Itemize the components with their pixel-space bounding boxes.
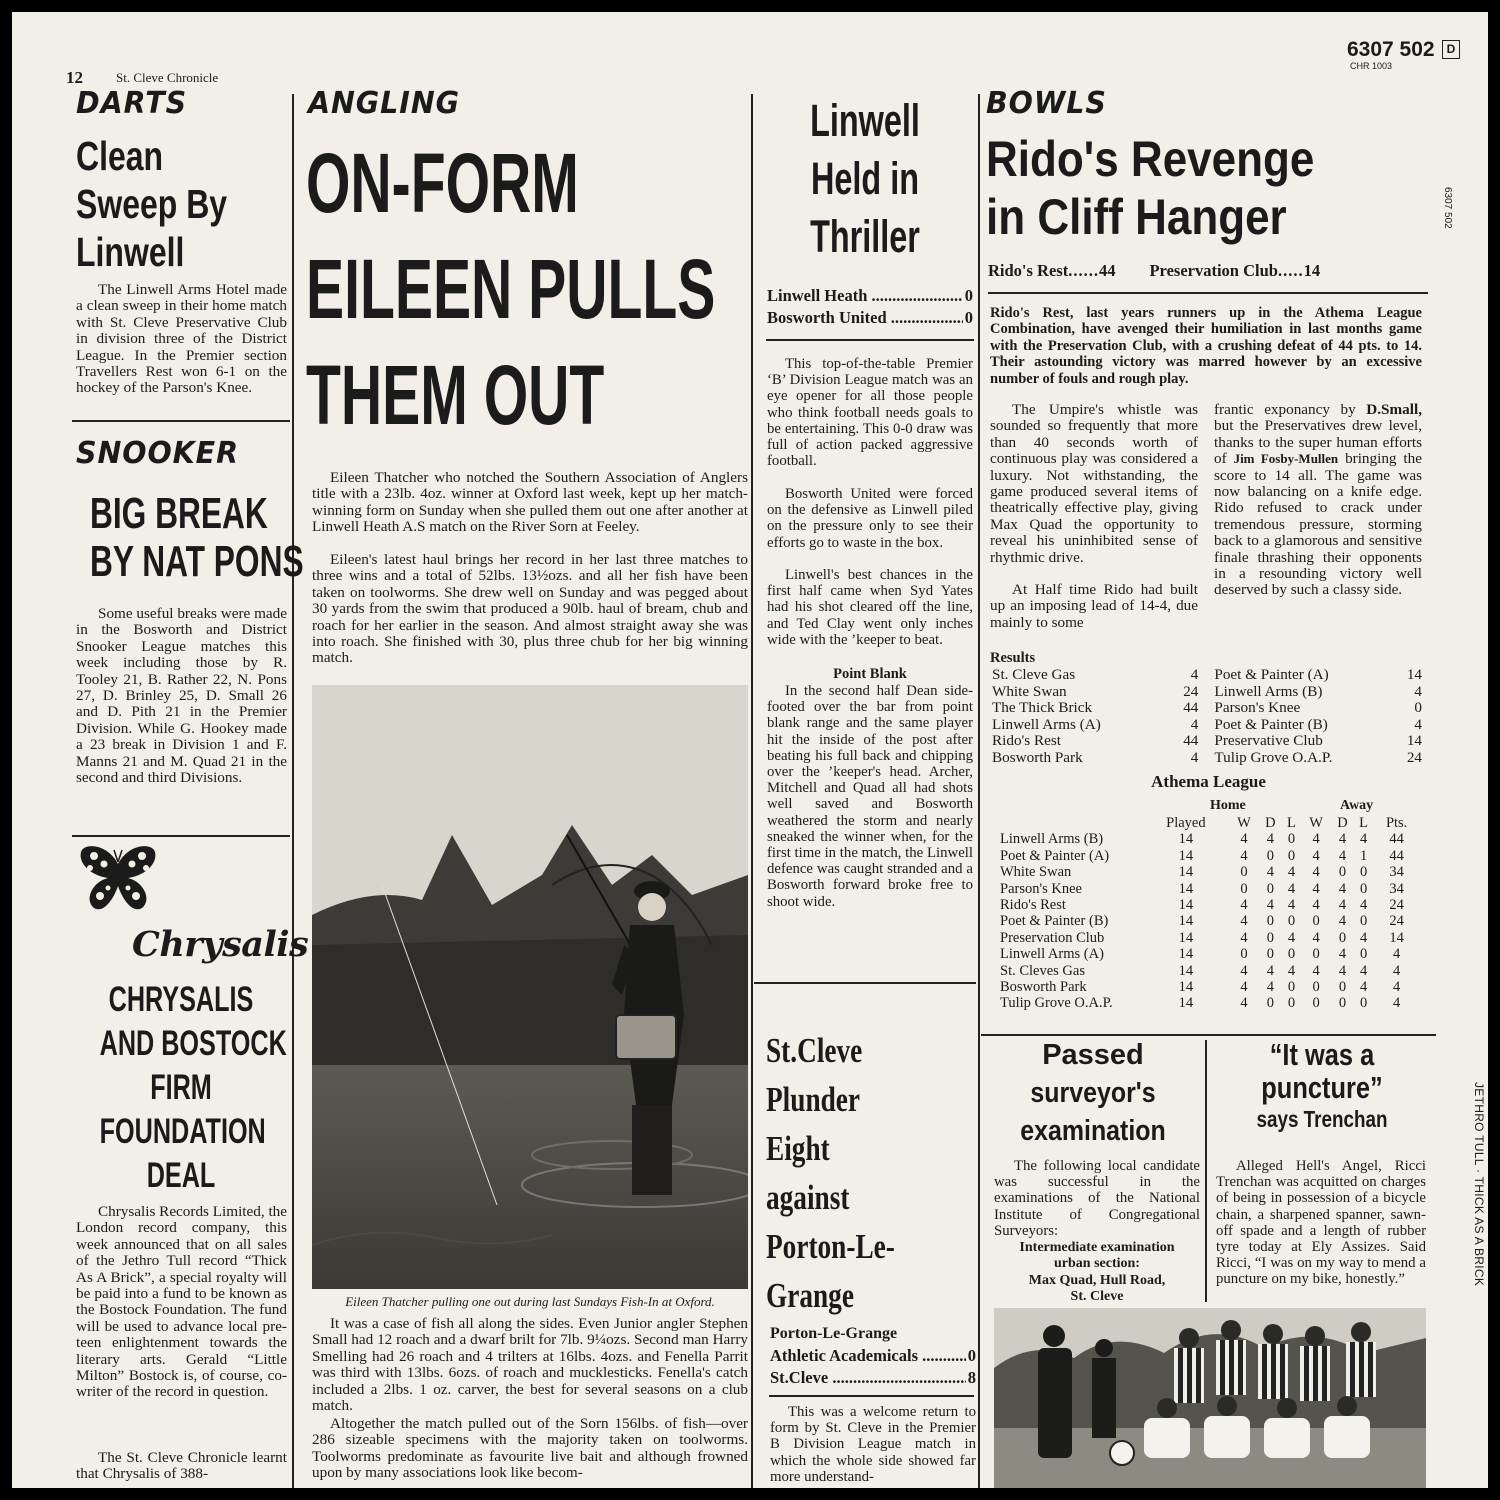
league-cell: 0 (1266, 946, 1274, 963)
league-cell: 0 (1312, 995, 1320, 1012)
league-team-name: Tulip Grove O.A.P. (1000, 995, 1113, 1012)
photo-caption: Eileen Thatcher pulling one out during last Sundays Fish-In at Oxford. (345, 1294, 715, 1309)
chrysalis-headline-line: FOUNDATION (99, 1112, 266, 1151)
puncture-subline: says Trenchan (1256, 1106, 1388, 1132)
score-team: Athletic Academicals ..... (770, 1345, 966, 1367)
results-row (992, 717, 1422, 734)
side-catalog-number: 6307 502 (1442, 187, 1453, 229)
score-team: Linwell Heath ..... (767, 285, 963, 307)
results-row (992, 733, 1422, 750)
bowls-away-team: Preservation Club (1149, 261, 1278, 280)
score-value: 0 (967, 1346, 976, 1365)
league-cell: 4 (1359, 831, 1368, 848)
league-row (1000, 946, 1420, 962)
score-row (767, 285, 973, 307)
results-row (992, 700, 1422, 717)
league-cell: 44 (1389, 847, 1404, 864)
angling-headline-line: THEM OUT (306, 348, 605, 442)
stcleve-headline-line: Grange (766, 1276, 854, 1315)
league-cell: 0 (1287, 831, 1296, 848)
league-cell: 0 (1338, 864, 1347, 881)
league-cell: 0 (1359, 880, 1368, 897)
league-cell: 0 (1359, 864, 1368, 881)
league-column-header: Played (1166, 815, 1206, 831)
league-cell: 14 (1178, 913, 1194, 930)
league-team-name: Preservation Club (1000, 929, 1105, 946)
linwell-para2: Bosworth United were forced on the defensive as Linwell piled on the pressure only to see their efforts go to waste in the box. (767, 486, 973, 551)
angling-para4: Altogether the match pulled out of the Sorn 156lbs. of fish—over 286 sizeable specimens with the majority taken on toolworms. Toolworms predominate as favourite live bait and although frowned upon by many associations look like becom- (312, 1415, 748, 1482)
surveyor-result-line: urban section: (1054, 1256, 1140, 1272)
section-bowls: BOWLS (986, 86, 1107, 121)
results-home-team: Bosworth Park (992, 748, 1083, 766)
league-row (1000, 848, 1420, 864)
catalog-suffix-box: D (1442, 40, 1460, 59)
stcleve-headline-line: against (766, 1178, 850, 1217)
score-value: 0 (964, 308, 973, 327)
results-home-score: 44 (1183, 732, 1199, 749)
league-column-header: L (1287, 815, 1296, 831)
league-cell: 4 (1240, 897, 1248, 914)
league-cell: 0 (1359, 995, 1368, 1012)
stcleve-scoreboard (770, 1345, 976, 1389)
league-cell: 34 (1389, 880, 1404, 897)
results-home-team: White Swan (992, 682, 1067, 700)
league-cell: 0 (1359, 913, 1368, 930)
surveyor-headline-line: Passed (1042, 1039, 1144, 1071)
league-cell: 4 (1312, 831, 1320, 848)
league-cell: 0 (1266, 880, 1274, 897)
league-cell: 4 (1393, 979, 1401, 996)
score-rule (769, 1395, 974, 1397)
results-table (992, 667, 1422, 766)
bowls-col2-text: bringing the score to 14 all. The game was now balancing on a knife edge. Rido refused to crack under tremendous pressure, storming back to a glamorous and sensitive finale thrashing their opponents in a resounding victory well deserved by such a classy side. (1214, 450, 1422, 599)
results-away-score: 14 (1406, 732, 1422, 749)
league-team-name: Poet & Painter (A) (1000, 847, 1110, 864)
results-away-team: Tulip Grove O.A.P. (1214, 748, 1333, 766)
league-row (1000, 881, 1420, 897)
puncture-headline (1208, 1038, 1436, 1134)
snooker-headline-line: BIG BREAK (90, 489, 268, 538)
league-cell: 4 (1312, 962, 1320, 979)
puncture-body: Alleged Hell's Angel, Ricci Trenchan was acquitted on charges of being in possession of a bicycle chain, a sharpened spanner, sawn-off spade and a length of rubber tyre today at Ely Assizes. Said Ricci, “I was on my way to mend a puncture on my bike, honestly.” (1216, 1158, 1426, 1288)
angling-para1: Eileen Thatcher who notched the Southern Association of Anglers title with a 23lb. 4oz. winner at Oxford last week, kept up her match-winning form on Sunday when she pulled them out one after another at Linwell Heath A.S match on the River Sorn at Feeley. (312, 469, 748, 536)
results-away-team: Parson's Knee (1214, 699, 1301, 716)
darts-body: The Linwell Arms Hotel made a clean sweep in their home match with St. Cleve Preservative Club in division three of the District League. In the Premier section Travellers Rest won 6-1 on the hockey of the Parson's Knee. (76, 281, 287, 397)
league-team-name: St. Cleves Gas (1000, 962, 1085, 979)
chrysalis-headline (68, 978, 294, 1198)
league-cell: 0 (1266, 995, 1274, 1012)
angling-para2: Eileen's latest haul brings her record in her last three matches to three wins and a total of 52lbs. 13½ozs. and all her fish have been taken on toolworms. She drew well on Sunday and was pegged about 30 yards from the swim that produced a 90lb. haul of bream, chub and roach for her earlier in the season. And almost straight away she was into roach. She finished with 30, plus three chub for her big winning match. (312, 551, 748, 667)
league-cell: 14 (1178, 962, 1194, 979)
league-away-label: Away (1340, 798, 1374, 813)
league-cell: 4 (1338, 897, 1347, 914)
league-cell: 14 (1178, 897, 1194, 914)
league-column-header: D (1265, 815, 1276, 831)
angler-photo-illustration (312, 685, 748, 1289)
page-number: 12 (66, 68, 83, 87)
league-cell: 4 (1240, 913, 1248, 930)
league-cell: 4 (1266, 962, 1274, 979)
league-cell: 4 (1287, 962, 1296, 979)
bowls-col2-name: Jim Fosby-Mullen (1233, 451, 1339, 467)
results-home-score: 44 (1183, 699, 1199, 716)
surveyor-body: The following local candidate was successful in the examinations of the National Institute of Congregational Surveyors: (994, 1158, 1200, 1239)
league-cell: 0 (1266, 847, 1274, 864)
league-row (1000, 913, 1420, 929)
league-team-name: Poet & Painter (B) (1000, 913, 1109, 930)
score-rule (988, 292, 1428, 294)
column-rule (978, 94, 980, 1488)
league-cell: 0 (1338, 929, 1347, 946)
league-cell: 4 (1266, 979, 1274, 996)
surveyor-result-line: Intermediate examination (1019, 1240, 1175, 1255)
league-row (1000, 930, 1420, 946)
league-cell: 1 (1359, 847, 1368, 864)
league-cell: 4 (1240, 995, 1248, 1012)
league-cell: 4 (1393, 946, 1401, 963)
bowls-headline (986, 130, 1359, 246)
stcleve-headline (766, 1026, 931, 1320)
league-cell: 4 (1240, 847, 1248, 864)
league-cell: 0 (1338, 979, 1347, 996)
league-cell: 4 (1240, 962, 1248, 979)
bowls-away-score: 14 (1303, 261, 1321, 280)
league-cell: 14 (1178, 929, 1194, 946)
bowls-col1b: At Half time Rido had built up an imposing lead of 14-4, due mainly to some (990, 581, 1198, 631)
league-cell: 4 (1338, 962, 1347, 979)
chrysalis-headline-line: CHRYSALIS (108, 980, 254, 1019)
bowls-home-team: Rido's Rest (988, 261, 1069, 280)
league-cell: 4 (1359, 897, 1368, 914)
league-cell: 0 (1287, 946, 1296, 963)
league-home-label: Home (1210, 798, 1246, 813)
league-cell: 4 (1338, 880, 1347, 897)
surveyor-result-line: St. Cleve (1070, 1289, 1124, 1305)
angling-headline-line: EILEEN PULLS (306, 242, 716, 336)
league-cell: 4 (1287, 864, 1296, 881)
league-cell: 0 (1287, 979, 1296, 996)
league-team-name: Rido's Rest (1000, 897, 1066, 914)
league-cell: 4 (1240, 979, 1248, 996)
league-cell: 4 (1312, 880, 1320, 897)
league-cell: 0 (1287, 995, 1296, 1012)
results-away-score: 0 (1414, 699, 1422, 716)
league-team-name: White Swan (1000, 864, 1072, 881)
league-cell: 4 (1287, 929, 1296, 946)
league-cell: 4 (1240, 831, 1248, 848)
league-cell: 4 (1240, 929, 1248, 946)
results-row (992, 684, 1422, 701)
stcleve-headline-line: Plunder (766, 1080, 861, 1119)
linwell-headline-line: Thriller (810, 211, 920, 262)
bowls-col2-text: frantic exponancy by (1214, 401, 1356, 418)
league-cell: 4 (1312, 864, 1320, 881)
section-darts: DARTS (76, 86, 188, 121)
results-away-team: Preservative Club (1214, 732, 1323, 749)
league-cell: 44 (1389, 831, 1404, 848)
score-rule (766, 339, 974, 341)
score-value: 8 (967, 1368, 976, 1387)
league-header-blank (1000, 815, 1143, 831)
league-cell: 0 (1312, 946, 1320, 963)
linwell-para4: In the second half Dean side-footed over the bar from point blank range and the same player hit the inside of the post after beating his full back and chipping over the ’keeper's head. Archer, Mitchell and Quad all had shots well saved and Bosworth weathered the storm and nearly sneaked the winner when, for the first time in the match, the Linwell defence was caught stranded and a Bosworth forward broke free to shoot wide. (767, 683, 973, 910)
darts-headline (76, 132, 270, 276)
league-row (1000, 963, 1420, 979)
league-cell: 4 (1312, 897, 1320, 914)
league-cell: 4 (1393, 962, 1401, 979)
chrysalis-body-continued: The St. Cleve Chronicle learnt that Chrysalis of 388- (76, 1449, 287, 1483)
league-cell: 0 (1287, 913, 1296, 930)
catalog-code: CHR 1003 (1350, 61, 1393, 71)
league-row (1000, 897, 1420, 913)
darts-headline-line: Sweep By (76, 181, 228, 227)
league-cell: 24 (1389, 913, 1404, 930)
stcleve-headline-line: Eight (766, 1129, 830, 1168)
league-cell: 14 (1178, 946, 1194, 963)
league-cell: 0 (1240, 946, 1248, 963)
league-header-row (1000, 815, 1420, 831)
section-angling: ANGLING (308, 86, 460, 121)
bowls-col2-text: but the Preservatives drew level, thanks to the super human efforts of (1214, 417, 1422, 468)
results-away-team: Poet & Painter (A) (1214, 666, 1329, 683)
league-cell: 4 (1287, 897, 1296, 914)
angling-para3: It was a case of fish all along the sides. Even Junior angler Stephen Small had 12 roach and a dwarf brilt for 7lb. 9¼ozs. Second man Harry Smelling had 26 roach and 4 trilters at 16lbs. 4ozs. and Fenella Parrit was third with 13lbs. 6ozs. of roach and mucklesticks. Fenella's catch included a 2lbs. 1 oz. carver, the best for several seasons on a club match. (312, 1315, 748, 1415)
league-cell: 14 (1178, 864, 1194, 881)
bowls-col2-name: D.Small, (1366, 401, 1422, 418)
league-table (1000, 815, 1420, 1012)
surveyor-result-line: Max Quad, Hull Road, (1028, 1272, 1166, 1288)
league-cell: 14 (1178, 979, 1194, 996)
angling-headline-line: ON-FORM (306, 136, 579, 230)
results-home-team: Linwell Arms (A) (992, 715, 1101, 733)
bowls-score-line: Rido's Rest ...... 44 Preservation Club ..... 14 (988, 261, 1321, 280)
league-team-name: Linwell Arms (A) (1000, 946, 1104, 963)
results-home-team: The Thick Brick (992, 699, 1093, 716)
chrysalis-headline-line: FIRM (150, 1068, 212, 1107)
results-title: Results (990, 650, 1036, 666)
section-rule (72, 420, 290, 422)
league-cell: 4 (1338, 847, 1347, 864)
angler-photo (312, 685, 748, 1289)
catalog-number: 6307 502 (1347, 38, 1435, 61)
bowls-headline-line: in Cliff Hanger (986, 189, 1287, 245)
league-cell: 0 (1312, 979, 1320, 996)
linwell-para3: Linwell's best chances in the first half came when Syd Yates had his shot cleared off the line, and Ted Clay went only inches wide with the ’keeper to beat. (767, 567, 973, 648)
chrysalis-body: Chrysalis Records Limited, the London record company, this week announced that on all sales of the Jethro Tull record “Thick As A Brick”, a special royalty will be paid into a fund to be known as the Bostock Foundation. The fund will be used to advance local pre-teen enlightenment towards the literary arts. Gerald “Little Milton” Bostock is, of course, co-writer of the record in question. (76, 1203, 287, 1401)
chrysalis-logo-text: Chrysalis (132, 924, 309, 965)
league-row (1000, 831, 1420, 847)
bowls-intro: Rido's Rest, last years runners up in the Athema League Combination, have avenged their humiliation in last months game with the Preservation Club, with a crushing defeat of 44 pts. to 14. Their astounding victory was marred however by an excessive number of fouls and rough play. (990, 305, 1422, 387)
chrysalis-headline-line: AND BOSTOCK (99, 1024, 287, 1063)
results-home-team: Rido's Rest (992, 732, 1061, 749)
paper-name: St. Cleve Chronicle (116, 70, 219, 85)
score-team: St.Cleve ..... (770, 1367, 966, 1389)
puncture-headline-line: puncture” (1261, 1070, 1383, 1105)
linwell-para1: This top-of-the-table Premier ‘B’ Division League match was an eye opener for all those people who think football needs goals to be entertaining. This 0-0 draw was full of action packed aggressive football. (767, 356, 973, 470)
league-team-name: Parson's Knee (1000, 880, 1082, 897)
section-rule (72, 835, 290, 837)
results-home-team: St. Cleve Gas (992, 666, 1076, 683)
surveyor-headline (984, 1036, 1202, 1150)
league-cell: 0 (1266, 913, 1274, 930)
results-home-score: 4 (1190, 666, 1199, 683)
league-cell: 24 (1389, 897, 1404, 914)
butterfly-logo-icon (78, 842, 160, 914)
league-team-name: Linwell Arms (B) (1000, 831, 1104, 848)
league-cell: 0 (1287, 847, 1296, 864)
stcleve-body: This was a welcome return to form by St. Cleve in the Premier B Division League match in which the whole side showed far more understand- (770, 1404, 976, 1485)
league-cell: 4 (1266, 897, 1274, 914)
league-cell: 0 (1240, 880, 1248, 897)
results-home-score: 4 (1190, 715, 1199, 733)
league-cell: 14 (1389, 929, 1404, 946)
snooker-body: Some useful breaks were made in the Bosworth and District Snooker League matches this week including those by R. Tooley 21, B. Rather 22, N. Pons 27, D. Brinley 25, D. Small 26 and D. Pith 21 in the Premier Division. While G. Hookey made a 23 break in Division 1 and F. Manns 21 and M. Quad 21 in the second and third Divisions. (76, 605, 287, 787)
bowls-col2 (1214, 402, 1422, 599)
snooker-headline-line: BY NAT PONS (90, 537, 304, 586)
league-column-header: W (1309, 815, 1323, 831)
results-row (992, 750, 1422, 767)
darts-headline-line: Clean (76, 133, 164, 179)
results-away-team: Poet & Painter (B) (1214, 715, 1328, 733)
team-photo (994, 1308, 1426, 1488)
league-column-header: Pts. (1385, 815, 1408, 831)
linwell-subhead: Point Blank (833, 666, 907, 682)
stcleve-headline-line: Porton-Le- (766, 1227, 895, 1266)
league-title: Athema League (1151, 772, 1266, 791)
league-cell: 4 (1393, 995, 1401, 1012)
league-cell: 0 (1240, 864, 1248, 881)
results-away-team: Linwell Arms (B) (1214, 682, 1323, 700)
linwell-headline-line: Linwell (810, 95, 920, 146)
linwell-headline-line: Held in (810, 153, 919, 204)
newspaper-page (12, 12, 1488, 1488)
surveyor-headline-line: surveyor's (1030, 1077, 1156, 1109)
league-cell: 4 (1312, 847, 1320, 864)
column-rule (1205, 1040, 1207, 1302)
score-team: Bosworth United ..... (767, 307, 963, 329)
league-team-name: Bosworth Park (1000, 979, 1087, 996)
results-home-score: 4 (1190, 748, 1199, 766)
results-away-score: 4 (1414, 715, 1422, 733)
results-row (992, 667, 1422, 684)
linwell-scoreboard (767, 285, 973, 329)
league-row (1000, 995, 1420, 1011)
league-cell: 4 (1359, 979, 1368, 996)
league-cell: 14 (1178, 995, 1194, 1012)
score-row (767, 307, 973, 329)
league-cell: 0 (1338, 995, 1347, 1012)
league-cell: 0 (1359, 946, 1368, 963)
column-rule (292, 94, 294, 1488)
team-photo-illustration (994, 1308, 1426, 1488)
league-cell: 4 (1312, 929, 1320, 946)
bowls-col1: The Umpire's whistle was sounded so frequently that more than 40 seconds worth of continuous play was considered a luxury. Not withstanding, the game produced several items of theatrically effective play, giving Max Quad the opportunity to reveal his uninhibited sense of rhythmic drive. (990, 401, 1198, 566)
side-album-title: JETHRO TULL · THICK AS A BRICK (1472, 1082, 1486, 1287)
results-away-score: 4 (1414, 682, 1422, 700)
section-rule (754, 982, 976, 984)
league-cell: 14 (1178, 880, 1194, 897)
league-column-header: D (1337, 815, 1348, 831)
league-row (1000, 979, 1420, 995)
league-cell: 4 (1338, 831, 1347, 848)
results-away-score: 14 (1406, 666, 1422, 683)
league-cell: 4 (1359, 962, 1368, 979)
score-value: 0 (964, 286, 973, 305)
score-row (770, 1345, 976, 1367)
puncture-headline-line: “It was a (1269, 1037, 1375, 1072)
league-cell: 14 (1178, 847, 1194, 864)
results-home-score: 24 (1183, 682, 1199, 700)
league-cell: 14 (1178, 831, 1194, 848)
surveyor-headline-line: examination (1020, 1115, 1166, 1147)
linwell-headline (754, 92, 976, 266)
bowls-headline-line: Rido's Revenge (986, 131, 1315, 187)
league-cell: 4 (1266, 831, 1274, 848)
league-cell: 4 (1266, 864, 1274, 881)
bowls-home-score: 44 (1098, 261, 1116, 280)
score-row (770, 1367, 976, 1389)
league-cell: 34 (1389, 864, 1404, 881)
league-cell: 0 (1266, 929, 1274, 946)
league-column-header: L (1359, 815, 1368, 831)
stcleve-score-title: Porton-Le-Grange (770, 1325, 898, 1342)
section-snooker: SNOOKER (76, 436, 239, 471)
league-cell: 4 (1359, 929, 1368, 946)
results-away-score: 24 (1406, 748, 1422, 766)
league-row (1000, 864, 1420, 880)
stcleve-headline-line: St.Cleve (766, 1031, 863, 1070)
chrysalis-headline-line: DEAL (146, 1156, 216, 1195)
darts-headline-line: Linwell (76, 229, 185, 275)
league-column-header: W (1237, 815, 1251, 831)
league-cell: 0 (1312, 913, 1320, 930)
league-cell: 4 (1338, 913, 1347, 930)
league-cell: 4 (1287, 880, 1296, 897)
league-cell: 4 (1338, 946, 1347, 963)
surveyor-result (994, 1240, 1200, 1306)
